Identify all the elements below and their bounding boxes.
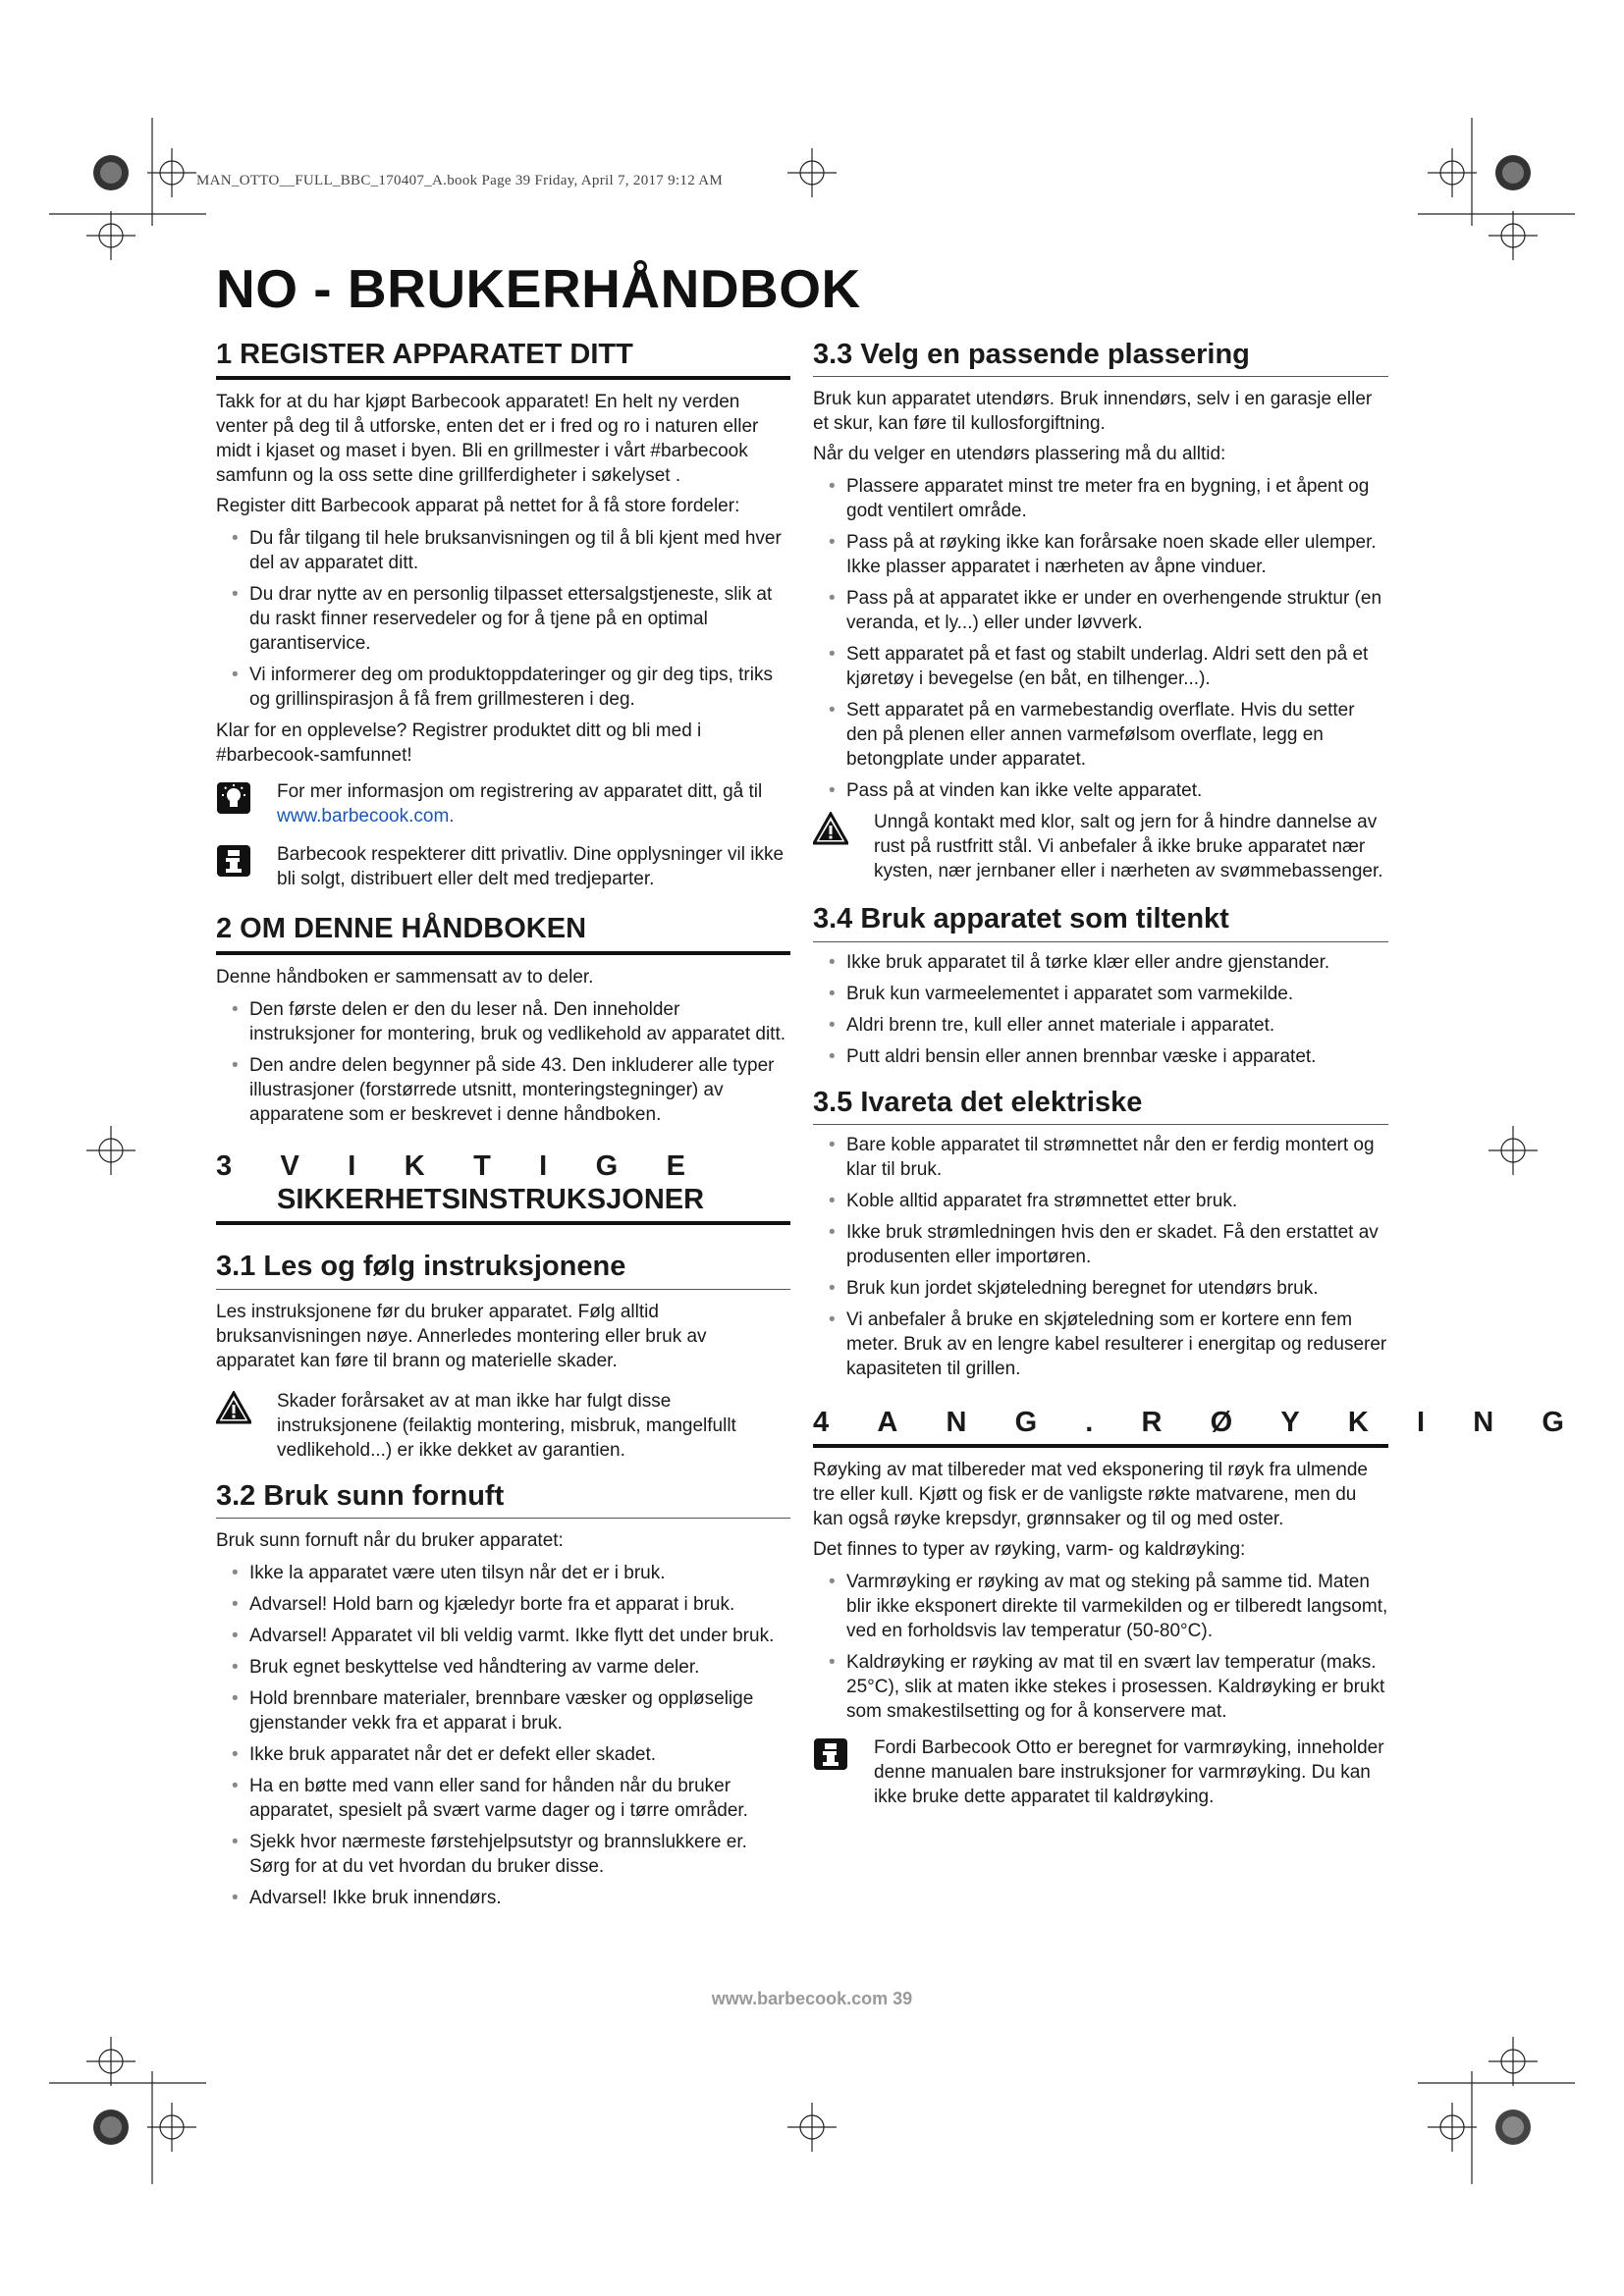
info-note — [813, 1735, 1388, 1809]
list-item-text: Putt aldri bensin eller annen brennbar væske i apparatet. — [846, 1045, 1317, 1067]
bullet-list — [216, 526, 790, 712]
left-column — [216, 339, 790, 1928]
section-intended-use — [813, 903, 1388, 1068]
heading-char: 3 — [216, 1149, 233, 1182]
list-item — [813, 778, 1388, 803]
list-item-text: Du drar nytte av en personlig tilpasset ettersalgstjeneste, slik at du raskt finner reservedeler og for å tjene på en optimal garantiservice. — [249, 584, 773, 655]
bullet-list — [216, 1561, 790, 1910]
list-item-text: Sjekk hvor nærmeste førstehjelpsutstyr og brannslukkere er. Sørg for at du vet hvordan du bruker disse. — [249, 1832, 747, 1878]
list-item — [216, 1830, 790, 1879]
list-item-text: Ikke bruk apparatet til å tørke klær eller andre gjenstander. — [846, 951, 1330, 973]
list-item — [216, 1624, 790, 1648]
list-item-text: Pass på at røyking ikke kan forårsake noen skade eller ulemper. Ikke plasser apparatet i nærheten av åpne vinduer. — [846, 532, 1377, 578]
list-item-text: Kaldrøyking er røyking av mat til en svært lav temperatur (maks. 25°C), slik at maten ikke stekes i prosessen. Kaldrøyking er brukt som smakestilsetting og for å konservere mat. — [846, 1652, 1385, 1723]
website-link[interactable]: www.barbecook.com. — [277, 806, 455, 828]
list-item-text: Den første delen er den du leser nå. Den inneholder instruksjoner for montering, bruk og vedlikehold av apparatet ditt. — [249, 998, 786, 1044]
heading-char: . — [1085, 1407, 1094, 1439]
list-item — [216, 1655, 790, 1680]
section-heading: 2 OM DENNE HÅNDBOKEN — [216, 913, 790, 954]
list-item — [216, 526, 790, 575]
subsection-heading: 3.1 Les og følg instruksjonene — [216, 1251, 790, 1289]
heading-char: G — [1542, 1407, 1564, 1439]
paragraph: Takk for at du har kjøpt Barbecook apparatet! En helt ny verden venter på deg til å utforske, enten det er i fred og ro i naturen eller midt i kjaset og maset i byen. Bli en grillmester i vårt #barbecook samfunn og la oss sette dine grillferdigheter i søkelyset . — [216, 392, 759, 487]
list-item-text: Bruk kun varmeelementet i apparatet som varmekilde. — [846, 983, 1294, 1004]
paragraph: Røyking av mat tilbereder mat ved eksponering til røyk fra ulmende tre eller kull. Kjøtt og fisk er de vanligste røkte matvarene, men du kan også røyke krepsdyr, grønnsaker og til og med oster. — [813, 1460, 1368, 1530]
warning-note — [813, 810, 1388, 883]
section-electrical — [813, 1087, 1388, 1381]
heading-line-2: SIKKERHETSINSTRUKSJONER — [277, 1183, 705, 1215]
heading-char: K — [404, 1149, 425, 1182]
warning-icon — [813, 812, 848, 845]
list-item — [813, 982, 1388, 1006]
print-slug: MAN_OTTO__FULL_BBC_170407_A.book Page 39 Friday, April 7, 2017 9:12 AM — [196, 173, 724, 188]
list-item — [813, 1189, 1388, 1213]
heading-char: I — [1417, 1407, 1426, 1439]
subsection-heading: 3.5 Ivareta det elektriske — [813, 1087, 1388, 1125]
heading-char: Y — [1280, 1407, 1300, 1439]
heading-char: A — [877, 1407, 898, 1439]
list-item — [813, 950, 1388, 975]
heading-char: N — [946, 1407, 967, 1439]
heading-char: 4 — [813, 1407, 830, 1439]
paragraph: Register ditt Barbecook apparat på nettet for å få store fordeler: — [216, 496, 740, 517]
list-item — [216, 997, 790, 1046]
info-text: Barbecook respekterer ditt privatliv. Dine opplysninger vil ikke bli solgt, distribuert eller delt med tredjeparter. — [277, 844, 785, 890]
list-item-text: Pass på at vinden kan ikke velte apparatet. — [846, 780, 1203, 802]
bullet-list — [813, 1133, 1388, 1381]
list-item-text: Bruk kun jordet skjøteledning beregnet for utendørs bruk. — [846, 1278, 1319, 1300]
section-smoking — [813, 1407, 1564, 1809]
paragraph: Klar for en opplevelse? Registrer produktet ditt og bli med i #barbecook-samfunnet! — [216, 721, 702, 767]
section-heading — [216, 1150, 790, 1226]
heading-char: R — [1141, 1407, 1163, 1439]
list-item-text: Vi informerer deg om produktoppdateringer og gir deg tips, triks og grillinspirasjon å få frem grillmesteren i deg. — [249, 665, 773, 711]
section-heading: 1 REGISTER APPARATET DITT — [216, 339, 790, 380]
list-item — [813, 530, 1388, 579]
info-note — [216, 842, 790, 891]
list-item — [813, 698, 1388, 772]
list-item — [813, 1044, 1388, 1069]
list-item — [813, 642, 1388, 691]
paragraph: Bruk kun apparatet utendørs. Bruk innendørs, selv i en garasje eller et skur, kan føre til kullosforgiftning. — [813, 389, 1373, 435]
list-item — [813, 586, 1388, 635]
page-footer: www.barbecook.com 39 — [711, 1989, 913, 2008]
list-item-text: Plassere apparatet minst tre meter fra en bygning, i et åpent og godt ventilert område. — [846, 476, 1370, 522]
bullet-list — [813, 474, 1388, 803]
section-follow-instructions — [216, 1251, 790, 1462]
heading-char: K — [1347, 1407, 1369, 1439]
list-item — [216, 582, 790, 656]
info-icon — [216, 844, 251, 878]
list-item-text: Ikke la apparatet være uten tilsyn når det er i bruk. — [249, 1563, 666, 1584]
section-location — [813, 339, 1388, 883]
page-title: NO - BRUKERHÅNDBOK — [216, 258, 861, 319]
tip-text-body: For mer informasjon om registrering av apparatet ditt, gå til — [277, 781, 763, 803]
list-item — [813, 1133, 1388, 1182]
paragraph: Når du velger en utendørs plassering må du alltid: — [813, 444, 1226, 465]
section-common-sense — [216, 1480, 790, 1910]
right-column — [813, 339, 1564, 1827]
bullet-list — [216, 997, 790, 1127]
heading-char: I — [348, 1149, 356, 1182]
paragraph: Bruk sunn fornuft når du bruker apparatet: — [216, 1530, 564, 1552]
warning-icon — [216, 1391, 251, 1424]
list-item-text: Advarsel! Apparatet vil bli veldig varmt. Ikke flytt det under bruk. — [249, 1626, 775, 1647]
subsection-heading: 3.2 Bruk sunn fornuft — [216, 1480, 790, 1519]
heading-char: G — [1014, 1407, 1038, 1439]
list-item-text: Bruk egnet beskyttelse ved håndtering av varme deler. — [249, 1657, 700, 1679]
list-item-text: Du får tilgang til hele bruksanvisningen og til å bli kjent med hver del av apparatet ditt. — [249, 528, 782, 574]
list-item-text: Hold brennbare materialer, brennbare væsker og oppløselige gjenstander vekk fra et apparat i bruk. — [249, 1688, 754, 1735]
section-safety — [216, 1150, 790, 1226]
section-register — [216, 339, 790, 891]
heading-char: E — [666, 1149, 685, 1182]
tip-text — [277, 779, 790, 828]
heading-char: Ø — [1210, 1407, 1233, 1439]
list-item-text: Sett apparatet på en varmebestandig overflate. Hvis du setter den på plenen eller annen varmefølsom overflate, legg en betongplate under apparatet. — [846, 700, 1355, 771]
subsection-heading: 3.3 Velg en passende plassering — [813, 339, 1388, 377]
list-item-text: Advarsel! Ikke bruk innendørs. — [249, 1888, 502, 1909]
paragraph: Les instruksjonene før du bruker apparatet. Følg alltid bruksanvisningen nøye. Annerledes montering eller bruk av apparatet kan føre til brann og materielle skader. — [216, 1301, 707, 1371]
list-item — [216, 1686, 790, 1735]
info-icon — [813, 1737, 848, 1771]
subsection-heading: 3.4 Bruk apparatet som tiltenkt — [813, 903, 1388, 941]
info-text: Fordi Barbecook Otto er beregnet for varmrøyking, inneholder denne manualen bare instruksjoner for varmrøyking. Du kan ikke bruke dette apparatet til kaldrøyking. — [874, 1737, 1384, 1808]
section-heading — [813, 1407, 1564, 1448]
list-item — [813, 1570, 1388, 1643]
heading-spaced-line — [216, 1150, 685, 1183]
list-item — [216, 1774, 790, 1823]
bullet-list — [813, 1570, 1388, 1724]
list-item — [216, 1053, 790, 1127]
list-item — [216, 1592, 790, 1617]
list-item — [216, 1742, 790, 1767]
list-item — [813, 1276, 1388, 1301]
list-item-text: Sett apparatet på et fast og stabilt underlag. Aldri sett den på et kjøretøy i bevegelse (en båt, en tilhenger...). — [846, 644, 1369, 690]
list-item — [216, 663, 790, 712]
list-item-text: Advarsel! Hold barn og kjæledyr borte fra et apparat i bruk. — [249, 1594, 735, 1616]
section-about-manual — [216, 913, 790, 1126]
list-item-text: Vi anbefaler å bruke en skjøteledning som er kortere enn fem meter. Bruk av en lengre kabel resulterer i energitap og reduserer kapasiteten til grillen. — [846, 1309, 1387, 1380]
paragraph: Denne håndboken er sammensatt av to deler. — [216, 966, 594, 988]
list-item — [813, 1220, 1388, 1269]
warning-text: Unngå kontakt med klor, salt og jern for å hindre dannelse av rust på rustfritt stål. Vi anbefaler å ikke bruke apparatet nær kysten, nær jernbaner eller i nærheten av svømmebassenger. — [874, 812, 1383, 882]
list-item — [813, 1013, 1388, 1038]
bullet-list — [813, 950, 1388, 1069]
list-item-text: Den andre delen begynner på side 43. Den inkluderer alle typer illustrasjoner (forstørrede utsnitt, monteringstegninger) av apparatene som er beskrevet i denne håndboken. — [249, 1054, 775, 1125]
warning-note — [216, 1389, 790, 1463]
list-item-text: Aldri brenn tre, kull eller annet materiale i apparatet. — [846, 1014, 1275, 1036]
list-item-text: Ikke bruk strømledningen hvis den er skadet. Få den erstattet av produsenten eller importøren. — [846, 1222, 1379, 1268]
list-item-text: Varmrøyking er røyking av mat og steking på samme tid. Maten blir ikke eksponert direkte til varmekilden og er tilberedt langsomt, ved en forholdsvis lav temperatur (50-80°C). — [846, 1572, 1388, 1642]
list-item-text: Ikke bruk apparatet når det er defekt eller skadet. — [249, 1744, 657, 1766]
list-item — [216, 1886, 790, 1910]
heading-char: V — [280, 1149, 299, 1182]
list-item — [813, 474, 1388, 523]
list-item-text: Ha en bøtte med vann eller sand for hånden når du bruker apparatet, spesielt på svært varme dager og i tørre områder. — [249, 1776, 748, 1822]
list-item — [813, 1308, 1388, 1381]
heading-char: G — [595, 1149, 619, 1182]
list-item-text: Pass på at apparatet ikke er under en overhengende struktur (en veranda, et ly...) eller under løvverk. — [846, 588, 1382, 634]
list-item-text: Bare koble apparatet til strømnettet når den er ferdig montert og klar til bruk. — [846, 1135, 1375, 1181]
list-item — [216, 1561, 790, 1585]
paragraph: Det finnes to typer av røyking, varm- og kaldrøyking: — [813, 1539, 1246, 1561]
list-item-text: Koble alltid apparatet fra strømnettet etter bruk. — [846, 1191, 1238, 1212]
list-item — [813, 1650, 1388, 1724]
heading-char: T — [473, 1149, 491, 1182]
heading-char: I — [539, 1149, 548, 1182]
heading-char: N — [1473, 1407, 1494, 1439]
lightbulb-icon — [216, 781, 251, 815]
warning-text: Skader forårsaket av at man ikke har fulgt disse instruksjonene (feilaktig montering, misbruk, mangelfullt vedlikehold...) er ikke dekket av garantien. — [277, 1390, 736, 1461]
heading-spaced-line — [813, 1407, 1564, 1439]
tip-note — [216, 779, 790, 828]
